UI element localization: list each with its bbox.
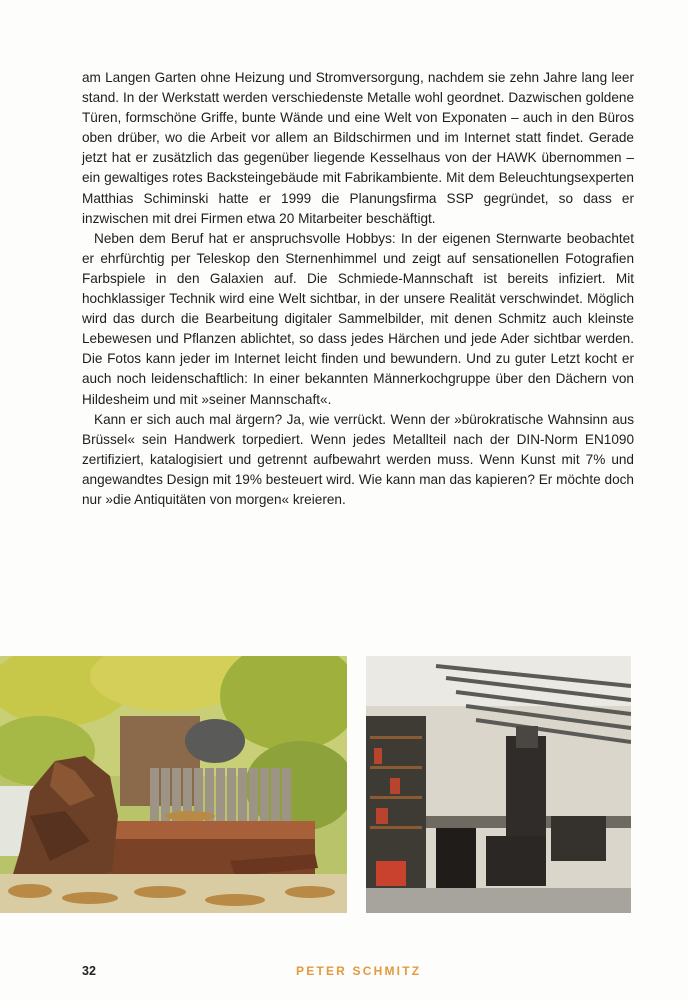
page-number: 32 xyxy=(82,964,96,978)
paragraph-3: Kann er sich auch mal ärgern? Ja, wie verrückt. Wenn der »bürokratische Wahnsinn aus Brüssel« sein Handwerk torpediert. Wenn jedes Metallteil nach der DIN-Norm EN1090 zertifiziert, katalogisiert und getrennt aufbewahrt werden muss. Wenn Kunst mit 7% und angewandtes Design mit 19% besteuert wird. Wie kann man das kapieren? Er möchte doch nur »die Antiquitäten von morgen« kreieren. xyxy=(82,411,634,507)
photo-workshop-interior xyxy=(366,656,631,913)
article-body xyxy=(82,68,634,510)
paragraph-2: Neben dem Beruf hat er anspruchsvolle Hobbys: In der eigenen Sternwarte beobachtet er ehrfürchtig per Teleskop den Sternenhimmel und zeigt auf sensationellen Fotografien Farbspiele in den Galaxien auf. Die Schmiede-Mannschaft ist bereits infiziert. Mit hochklassiger Technik wird eine Welt sichtbar, in der unsere Realität verschwindet. Möglich wird das durch die Bearbeitung digitaler Sammelbilder, mit denen Schmitz auch kleinste Lebewesen und Pflanzen ablichtet, so dass jedes Härchen und jede Ader sichtbar werden. Die Fotos kann jeder im Internet leicht finden und bewundern. Und zu guter Letzt kocht er auch noch leidenschaftlich: In einer bekannten Männerkochgruppe über den Dächern von Hildesheim und mit »seiner Mannschaft«. xyxy=(82,230,634,407)
paragraph-1: am Langen Garten ohne Heizung und Stromversorgung, nachdem sie zehn Jahre lang leer stand. In der Werkstatt werden verschiedenste Metalle wohl geordnet. Dazwischen goldene Türen, formschöne Griffe, bunte Wände und eine Welt von Exponaten – auch in den Büros oben drüber, wo die Arbeit vor allem an Bildschirmen und im Internet statt findet. Gerade jetzt hat er zusätzlich das gegenüber liegende Kesselhaus von der HAWK übernommen – ein gewaltiges rotes Backsteingebäude mit Fabrikambiente. Mit dem Beleuchtungsexperten Matthias Schiminski hatte er 1999 die Planungsfirma SSP gegründet, so dass er inzwischen mit drei Firmen etwa 20 Mitarbeiter beschäftigt. xyxy=(82,70,634,226)
lion-bench-photo-illustration xyxy=(0,656,347,913)
workshop-photo-illustration xyxy=(366,656,631,913)
photo-wooden-lion-bench xyxy=(0,656,347,913)
running-head: PETER SCHMITZ xyxy=(296,964,422,978)
